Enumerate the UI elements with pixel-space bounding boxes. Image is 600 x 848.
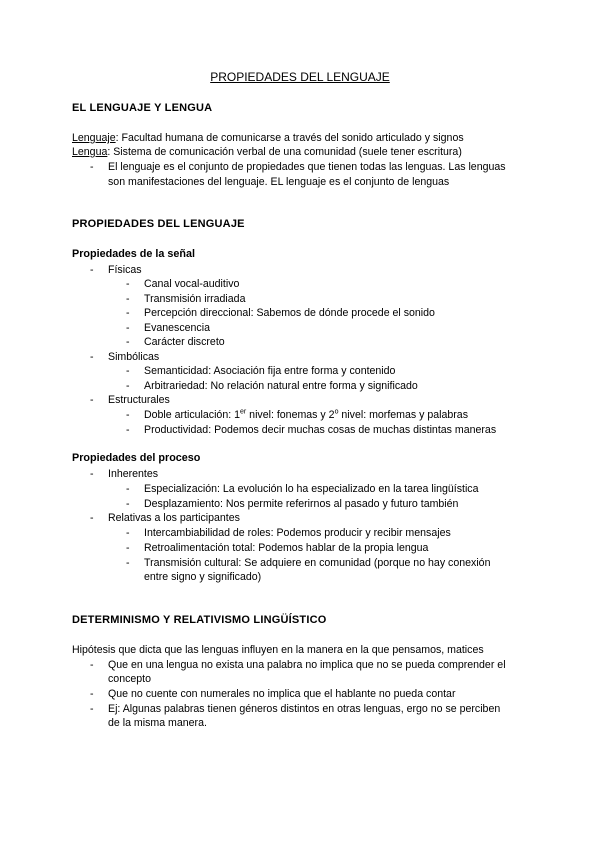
list-item-text: Inherentes [108,468,159,480]
bullet-dash: - [126,336,130,348]
list-item-text: Carácter discreto [144,336,225,348]
subheading-senal: Propiedades de la señal [72,248,196,260]
bullet-dash: - [126,380,130,392]
list-item-text: Percepción direccional: Sabemos de dónde procede el sonido [144,307,435,319]
bullet-dash: - [126,365,130,377]
section-heading-lenguaje-y-lengua: EL LENGUAJE Y LENGUA [72,102,213,114]
bullet-dash: - [126,498,130,510]
bullet-dash: - [126,293,130,305]
definition-lengua [72,145,462,159]
list-item-text: Que en una lengua no exista una palabra no implica que no se pueda comprender el [108,659,506,671]
list-item-text: Especialización: La evolución lo ha especializado en la tarea lingüística [144,483,479,495]
list-item-text: de la misma manera. [108,717,207,729]
bullet-dash: - [90,703,94,715]
list-item-text: Productividad: Podemos decir muchas cosas de muchas distintas maneras [144,424,497,436]
list-item-text: Simbólicas [108,351,160,363]
list-item-text: Ej: Algunas palabras tienen géneros distintos en otras lenguas, ergo no se perciben [108,703,501,715]
list-item-text: Desplazamiento: Nos permite referirnos al pasado y futuro también [144,498,459,510]
bullet-dash: - [126,557,130,569]
subheading-proceso: Propiedades del proceso [72,452,201,464]
bullet-dash: - [90,468,94,480]
list-item-text: Relativas a los participantes [108,512,240,524]
term-lengua: Lengua [72,146,108,158]
bullet-dash: - [90,688,94,700]
list-item-text: concepto [108,673,151,685]
list-item-text: Intercambiabilidad de roles: Podemos producir y recibir mensajes [144,527,451,539]
bullet-dash: - [126,322,130,334]
bullet-dash: - [126,424,130,436]
bullet-dash: - [90,351,94,363]
list-item-text: Retroalimentación total: Podemos hablar de la propia lengua [144,542,429,554]
definition-text: : Facultad humana de comunicarse a través del sonido articulado y signos [115,132,464,144]
bullet-dash: - [90,512,94,524]
bullet-dash: - [126,409,130,421]
page-title: PROPIEDADES DEL LENGUAJE [210,70,390,84]
list-item-text: son manifestaciones del lenguaje. EL lenguaje es el conjunto de lenguas [108,176,450,188]
list-item-text: Arbitrariedad: No relación natural entre forma y significado [144,380,418,392]
list-item-text: Canal vocal-auditivo [144,278,240,290]
list-item-text: Que no cuente con numerales no implica que el hablante no pueda contar [108,688,456,700]
definition-text: : Sistema de comunicación verbal de una comunidad (suele tener escritura) [107,146,462,158]
bullet-dash: - [126,527,130,539]
paragraph-intro: Hipótesis que dicta que las lenguas influyen en la manera en la que pensamos, matices [72,644,484,656]
bullet-dash: - [126,483,130,495]
list-item-text: Transmisión cultural: Se adquiere en comunidad (porque no hay conexión [144,557,491,569]
bullet-dash: - [126,307,130,319]
list-item-text: Físicas [108,264,142,276]
section-heading-determinismo: DETERMINISMO Y RELATIVISMO LINGÜÍSTICO [72,614,327,626]
definition-lenguaje [72,131,464,145]
bullet-dash: - [126,542,130,554]
bullet-dash: - [126,278,130,290]
list-item-text: Transmisión irradiada [144,293,246,305]
list-item-text: Doble articulación: 1er nivel: fonemas y 2$^o$ nivel: morfemas y palabras [144,408,468,421]
list-item-text: entre signo y significado) [144,571,262,583]
bullet-dash: - [90,161,94,173]
list-item-text: Semanticidad: Asociación fija entre forma y contenido [144,365,396,377]
section-heading-propiedades: PROPIEDADES DEL LENGUAJE [72,218,245,230]
bullet-dash: - [90,659,94,671]
bullet-dash: - [90,264,94,276]
term-lenguaje: Lenguaje [72,132,116,144]
list-item-text: El lenguaje es el conjunto de propiedades que tienen todas las lenguas. Las lenguas [108,161,506,173]
list-item-text: Evanescencia [144,322,210,334]
list-item-text: Estructurales [108,394,170,406]
bullet-dash: - [90,394,94,406]
